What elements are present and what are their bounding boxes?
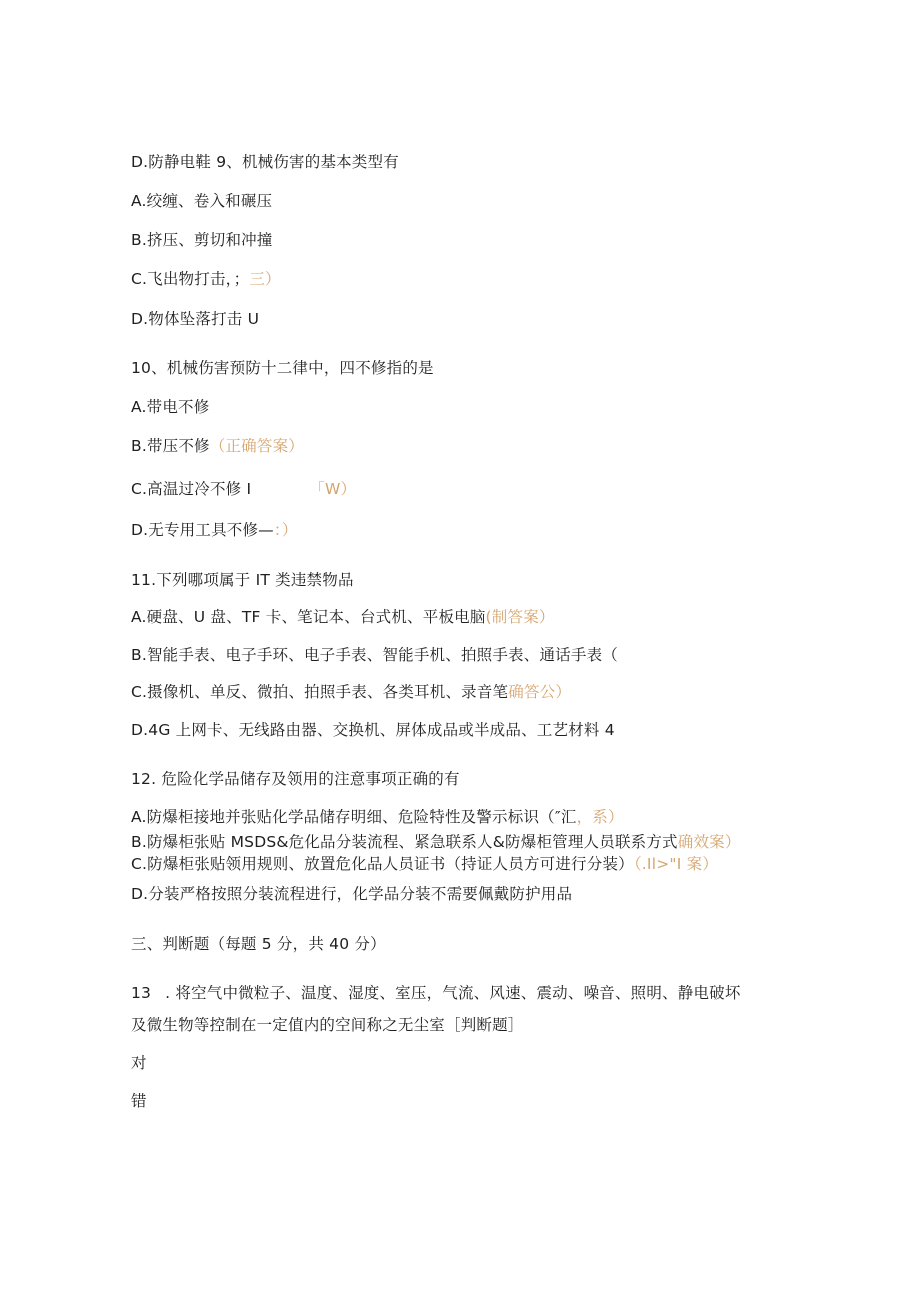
option-11c: C.摄像机、单反、微拍、拍照手表、各类耳机、录音笔确答公） [131,683,572,701]
option-10c: C.高温过冷不修 I 「W） [131,480,357,498]
answer-mark: （.Il>"I 案） [633,855,719,873]
answer-mark: 确效案） [677,833,741,851]
option-true: 对 [131,1054,147,1072]
option-9d: D.物体坠落打击 U [131,310,260,328]
option-12a: A.防爆柜接地并张贴化学品储存明细、危险特性及警示标识（″汇，系） [131,808,624,826]
option-false: 错 [131,1092,147,1110]
option-9c: C.飞出物打击，；三） [131,270,281,288]
answer-mark: 三） [249,270,281,288]
answer-mark: ，系） [576,808,624,826]
question-12-stem: 12. 危险化学品储存及领用的注意事项正确的有 [131,770,460,788]
answer-mark: (制答案） [485,608,555,626]
option-10a: A.带电不修 [131,398,210,416]
option-10b: B.带压不修（正确答案） [131,437,304,455]
question-13-stem: 13 . 将空气中微粒子、温度、湿度、室压，气流、风速、震动、噪音、照明、静电破坏 [131,984,741,1002]
answer-mark: （正确答案） [209,437,304,455]
answer-mark: 确答公） [508,683,572,701]
section-3-heading: 三、判断题（每题 5 分，共 40 分） [131,935,386,953]
question-9-stem: D.防静电鞋 9、机械伤害的基本类型有 [131,153,399,171]
answer-mark: ：） [273,521,298,539]
question-13-stem-cont: 及微生物等控制在一定值内的空间称之无尘室［判断题］ [131,1016,524,1034]
option-11d: D.4G 上网卡、无线路由器、交换机、屏体成品或半成品、工艺材料 4 [131,721,615,739]
option-10d: D.无专用工具不修—：） [131,521,298,539]
option-11a: A.硬盘、U 盘、TF 卡、笔记本、台式机、平板电脑(制答案） [131,608,555,626]
option-11b: B.智能手表、电子手环、电子手表、智能手机、拍照手表、通话手表（ [131,646,618,664]
answer-mark: 「W） [309,480,357,498]
option-12b: B.防爆柜张贴 MSDS&危化品分装流程、紧急联系人&防爆柜管理人员联系方式确效案） [131,833,741,851]
question-10-stem: 10、机械伤害预防十二律中，四不修指的是 [131,359,434,377]
option-9b: B.挤压、剪切和冲撞 [131,231,273,249]
option-9a: A.绞缠、卷入和碾压 [131,192,273,210]
question-number: 13 [131,984,152,1002]
option-12d: D.分装严格按照分装流程进行，化学品分装不需要佩戴防护用品 [131,885,573,903]
question-11-stem: 11.下列哪项属于 IT 类违禁物品 [131,571,354,589]
option-12c: C.防爆柜张贴领用规则、放置危化品人员证书（持证人员方可进行分装）（.Il>"I 案） [131,855,719,873]
